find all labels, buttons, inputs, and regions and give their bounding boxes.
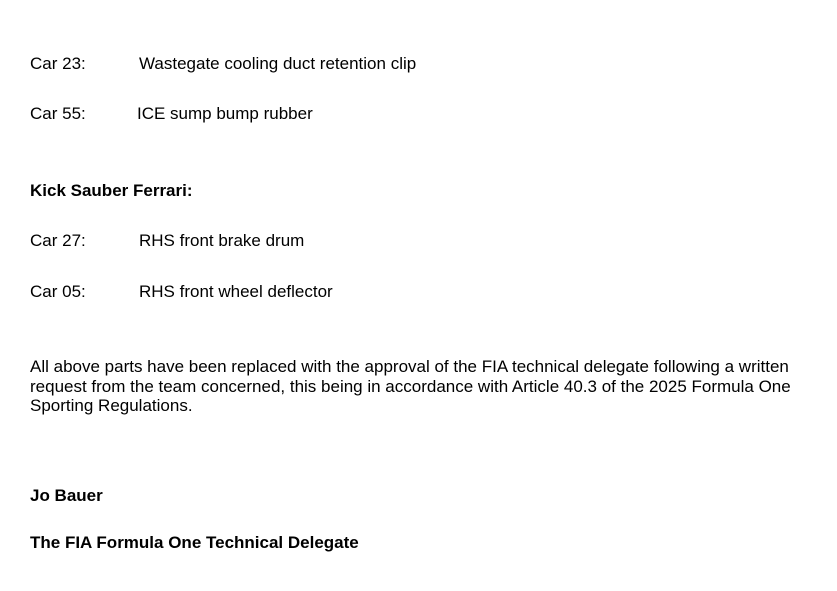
signatory-name: Jo Bauer	[30, 486, 103, 505]
part-description: Wastegate cooling duct retention clip	[139, 54, 417, 73]
part-description: RHS front wheel deflector	[139, 282, 333, 301]
part-description: RHS front brake drum	[139, 231, 305, 250]
approval-statement: All above parts have been replaced with the approval of the FIA technical delegate following a written request from the team concerned, this being in accordance with Article 40.3 of the 2025 Formula One Sporting Regulations.	[30, 357, 791, 415]
car-number-label: Car 05:	[30, 282, 86, 301]
car-number-label: Car 23:	[30, 54, 86, 73]
car-number-label: Car 27:	[30, 231, 86, 250]
signatory-title: The FIA Formula One Technical Delegate	[30, 533, 359, 552]
part-description: ICE sump bump rubber	[137, 104, 313, 123]
team-heading: Kick Sauber Ferrari:	[30, 181, 193, 200]
car-number-label: Car 55:	[30, 104, 86, 123]
